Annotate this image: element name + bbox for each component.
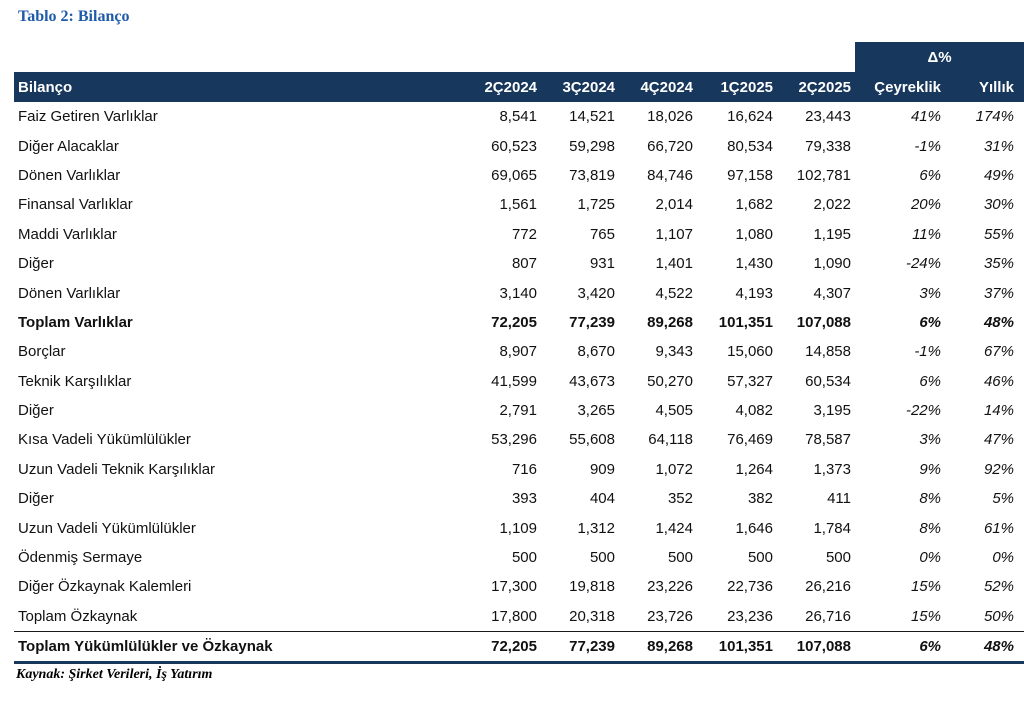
quarter-value-cell: 80,534 (727, 137, 773, 155)
quarter-value-cell: 14,858 (805, 343, 851, 361)
quarter-value-cell: 3,265 (577, 402, 615, 420)
pct-value-cell: 30% (983, 196, 1014, 214)
table-row (14, 425, 1024, 454)
quarter-value-cell: 76,469 (727, 431, 773, 449)
quarter-value-cell: 1,646 (735, 519, 773, 537)
table-row (14, 455, 1024, 484)
row-label: Borçlar (18, 343, 66, 361)
pct-value-cell: 31% (983, 137, 1014, 155)
quarter-value-cell: 1,373 (813, 460, 851, 478)
table-row (14, 602, 1024, 631)
pct-value-cell: 3% (919, 284, 941, 302)
quarter-value-cell: 53,296 (491, 431, 537, 449)
pct-value-cell: 15% (910, 607, 941, 625)
quarter-value-cell: 2,791 (499, 402, 537, 420)
quarter-value-cell: 23,726 (647, 607, 693, 625)
row-label: Faiz Getiren Varlıklar (18, 108, 158, 126)
quarter-value-cell: 97,158 (727, 166, 773, 184)
quarter-value-cell: 59,298 (569, 137, 615, 155)
quarter-value-cell: 1,195 (813, 225, 851, 243)
table-row (14, 102, 1024, 131)
quarter-value-cell: 72,205 (491, 313, 537, 331)
pct-value-cell: 20% (910, 196, 941, 214)
quarter-value-cell: 23,236 (727, 607, 773, 625)
pct-value-cell: 174% (975, 108, 1014, 126)
pct-value-cell: 48% (983, 638, 1014, 656)
quarter-value-cell: 60,534 (805, 372, 851, 390)
pct-value-cell: 52% (983, 578, 1014, 596)
quarter-value-cell: 411 (827, 490, 851, 508)
quarter-value-cell: 41,599 (491, 372, 537, 390)
column-header-4c2024: 4Ç2024 (640, 78, 693, 96)
quarter-value-cell: 2,022 (813, 196, 851, 214)
table-row (14, 337, 1024, 366)
quarter-value-cell: 64,118 (648, 431, 693, 449)
quarter-value-cell: 57,327 (727, 372, 773, 390)
quarter-value-cell: 4,307 (813, 284, 851, 302)
quarter-value-cell: 352 (667, 490, 693, 508)
quarter-value-cell: 20,318 (569, 607, 615, 625)
quarter-value-cell: 26,216 (805, 578, 851, 596)
quarter-value-cell: 716 (511, 460, 537, 478)
quarter-value-cell: 1,784 (813, 519, 851, 537)
quarter-value-cell: 1,725 (577, 196, 615, 214)
table-row (14, 249, 1024, 278)
quarter-value-cell: 1,561 (499, 196, 537, 214)
pct-value-cell: 8% (919, 519, 941, 537)
pct-value-cell: 35% (983, 255, 1014, 273)
quarter-value-cell: 1,107 (655, 225, 693, 243)
column-header-1c2025: 1Ç2025 (720, 78, 773, 96)
pct-value-cell: 8% (919, 490, 941, 508)
column-header-bilanco: Bilanço (18, 78, 73, 96)
quarter-value-cell: 73,819 (569, 166, 615, 184)
pct-value-cell: 6% (919, 166, 941, 184)
pct-value-cell: 0% (992, 549, 1014, 567)
row-label: Toplam Özkaynak (18, 607, 138, 625)
quarter-value-cell: 8,541 (499, 108, 537, 126)
pct-value-cell: -24% (905, 255, 941, 273)
pct-value-cell: 61% (983, 519, 1014, 537)
row-label: Maddi Varlıklar (18, 225, 117, 243)
pct-value-cell: 6% (919, 313, 941, 331)
quarter-value-cell: 1,090 (813, 255, 851, 273)
row-label: Ödenmiş Sermaye (18, 549, 143, 567)
quarter-value-cell: 22,736 (727, 578, 773, 596)
quarter-value-cell: 500 (667, 549, 693, 567)
quarter-value-cell: 2,014 (655, 196, 693, 214)
table-row (14, 543, 1024, 572)
quarter-value-cell: 50,270 (647, 372, 693, 390)
quarter-value-cell: 500 (825, 549, 851, 567)
table-row (14, 190, 1024, 219)
quarter-value-cell: 909 (589, 460, 615, 478)
row-label: Dönen Varlıklar (18, 284, 121, 302)
column-header-2c2025: 2Ç2025 (798, 78, 851, 96)
quarter-value-cell: 72,205 (491, 638, 537, 656)
quarter-value-cell: 1,401 (655, 255, 693, 273)
column-header-2c2024: 2Ç2024 (484, 78, 537, 96)
quarter-value-cell: 14,521 (569, 108, 615, 126)
pct-value-cell: -22% (905, 402, 941, 420)
quarter-value-cell: 1,682 (735, 196, 773, 214)
column-header-ceyreklik: Çeyreklik (874, 78, 941, 96)
quarter-value-cell: 60,523 (491, 137, 537, 155)
quarter-value-cell: 9,343 (655, 343, 693, 361)
pct-value-cell: 6% (919, 638, 941, 656)
quarter-value-cell: 1,430 (735, 255, 773, 273)
quarter-value-cell: 1,424 (655, 519, 693, 537)
row-label: Diğer Özkaynak Kalemleri (18, 578, 192, 596)
row-label: Uzun Vadeli Teknik Karşılıklar (18, 460, 216, 478)
pct-value-cell: 6% (919, 372, 941, 390)
pct-value-cell: -1% (914, 137, 941, 155)
pct-value-cell: 41% (910, 108, 941, 126)
row-label: Uzun Vadeli Yükümlülükler (18, 519, 196, 537)
row-label: Dönen Varlıklar (18, 166, 121, 184)
quarter-value-cell: 4,522 (655, 284, 693, 302)
quarter-value-cell: 101,351 (718, 313, 773, 331)
quarter-value-cell: 3,140 (499, 284, 537, 302)
column-header-3c2024: 3Ç2024 (562, 78, 615, 96)
quarter-value-cell: 43,673 (569, 372, 615, 390)
quarter-value-cell: 78,587 (805, 431, 851, 449)
row-label: Finansal Varlıklar (18, 196, 133, 214)
quarter-value-cell: 15,060 (727, 343, 773, 361)
quarter-value-cell: 4,193 (735, 284, 773, 302)
quarter-value-cell: 107,088 (796, 638, 851, 656)
table-row (14, 278, 1024, 307)
balance-sheet-table (14, 42, 1024, 664)
quarter-value-cell: 1,109 (499, 519, 537, 537)
row-label: Diğer (18, 402, 54, 420)
quarter-value-cell: 17,300 (491, 578, 537, 596)
quarter-value-cell: 101,351 (718, 638, 773, 656)
quarter-value-cell: 69,065 (491, 166, 537, 184)
quarter-value-cell: 19,818 (569, 578, 615, 596)
pct-value-cell: 0% (919, 549, 941, 567)
quarter-value-cell: 1,312 (577, 519, 615, 537)
pct-value-cell: 47% (983, 431, 1014, 449)
quarter-value-cell: 17,800 (491, 607, 537, 625)
quarter-value-cell: 77,239 (569, 313, 615, 331)
pct-value-cell: 48% (983, 313, 1014, 331)
quarter-value-cell: 66,720 (647, 137, 693, 155)
quarter-value-cell: 1,080 (735, 225, 773, 243)
table-row (14, 220, 1024, 249)
row-label: Kısa Vadeli Yükümlülükler (18, 431, 191, 449)
quarter-value-cell: 404 (589, 490, 615, 508)
pct-value-cell: 3% (919, 431, 941, 449)
pct-value-cell: 15% (910, 578, 941, 596)
quarter-value-cell: 102,781 (796, 166, 851, 184)
quarter-value-cell: 89,268 (647, 638, 693, 656)
quarter-value-cell: 500 (747, 549, 773, 567)
pct-value-cell: 67% (983, 343, 1014, 361)
quarter-value-cell: 26,716 (805, 607, 851, 625)
table-header-row (14, 72, 1024, 102)
row-label: Toplam Varlıklar (18, 313, 133, 331)
quarter-value-cell: 765 (589, 225, 615, 243)
delta-percent-header: Δ% (855, 42, 1024, 72)
pct-value-cell: 9% (919, 460, 941, 478)
quarter-value-cell: 16,624 (727, 108, 773, 126)
quarter-value-cell: 23,443 (805, 108, 851, 126)
quarter-value-cell: 8,907 (499, 343, 537, 361)
quarter-value-cell: 3,195 (813, 402, 851, 420)
table-row (14, 161, 1024, 190)
table-row (14, 631, 1024, 661)
pct-value-cell: 14% (983, 402, 1014, 420)
quarter-value-cell: 393 (511, 490, 537, 508)
source-note: Kaynak: Şirket Verileri, İş Yatırım (16, 667, 213, 682)
pct-value-cell: 92% (983, 460, 1014, 478)
quarter-value-cell: 772 (511, 225, 537, 243)
pct-value-cell: -1% (914, 343, 941, 361)
table-row (14, 396, 1024, 425)
table-row (14, 308, 1024, 337)
table-body (14, 102, 1024, 664)
row-label: Toplam Yükümlülükler ve Özkaynak (18, 638, 273, 656)
row-label: Diğer Alacaklar (18, 137, 119, 155)
quarter-value-cell: 18,026 (647, 108, 693, 126)
pct-value-cell: 37% (983, 284, 1014, 302)
quarter-value-cell: 84,746 (647, 166, 693, 184)
pct-value-cell: 11% (912, 225, 941, 243)
table-row (14, 367, 1024, 396)
pct-value-cell: 5% (992, 490, 1014, 508)
quarter-value-cell: 8,670 (577, 343, 615, 361)
quarter-value-cell: 4,505 (655, 402, 693, 420)
pct-value-cell: 46% (983, 372, 1014, 390)
pct-value-cell: 50% (983, 607, 1014, 625)
table-row (14, 513, 1024, 542)
quarter-value-cell: 382 (747, 490, 773, 508)
quarter-value-cell: 4,082 (735, 402, 773, 420)
pct-value-cell: 49% (983, 166, 1014, 184)
quarter-value-cell: 807 (511, 255, 537, 273)
column-header-yillik: Yıllık (978, 78, 1014, 96)
quarter-value-cell: 500 (511, 549, 537, 567)
quarter-value-cell: 500 (589, 549, 615, 567)
pct-value-cell: 55% (983, 225, 1014, 243)
quarter-value-cell: 3,420 (577, 284, 615, 302)
row-label: Diğer (18, 255, 54, 273)
table-title: Tablo 2: Bilanço (18, 8, 130, 25)
row-label: Teknik Karşılıklar (18, 372, 132, 390)
table-row (14, 484, 1024, 513)
table-row (14, 131, 1024, 160)
table-row (14, 572, 1024, 601)
quarter-value-cell: 55,608 (569, 431, 615, 449)
quarter-value-cell: 23,226 (647, 578, 693, 596)
quarter-value-cell: 79,338 (805, 137, 851, 155)
row-label: Diğer (18, 490, 54, 508)
quarter-value-cell: 1,072 (655, 460, 693, 478)
quarter-value-cell: 931 (589, 255, 615, 273)
quarter-value-cell: 107,088 (796, 313, 851, 331)
quarter-value-cell: 89,268 (647, 313, 693, 331)
quarter-value-cell: 1,264 (735, 460, 773, 478)
quarter-value-cell: 77,239 (569, 638, 615, 656)
